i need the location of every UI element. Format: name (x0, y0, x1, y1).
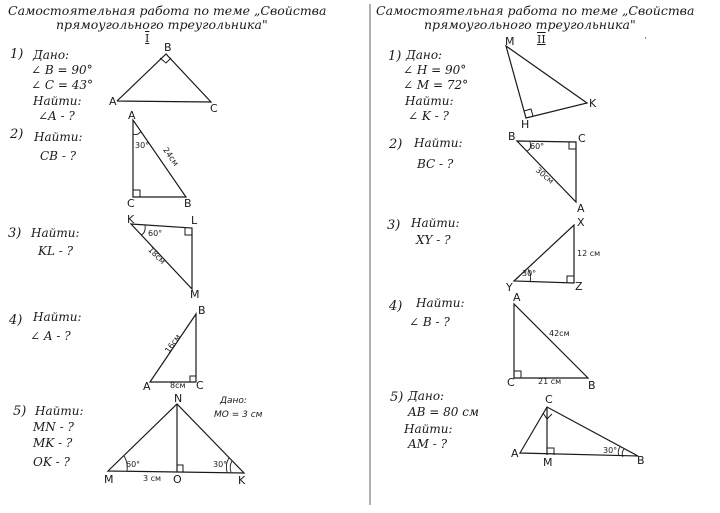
left-p5-base: 3 см (143, 474, 162, 483)
left-title-line1: Самостоятельная работа по теме „Свойства (8, 3, 327, 18)
left-p3-question: KL - ? (38, 244, 74, 258)
left-p5-angle-m: 60° (126, 460, 141, 469)
left-p3-vertex-k: K (127, 213, 135, 226)
left-p5-given: Дано: (220, 396, 247, 406)
left-p1-given: Дано: (33, 48, 70, 62)
left-p5-vertex-k: K (238, 474, 246, 487)
left-p1-find: Найти: (33, 94, 82, 108)
left-p4-side: 16см (163, 332, 183, 355)
right-p1-number: 1) (388, 49, 402, 64)
right-p1-cond2: ∠ M = 72° (403, 78, 469, 92)
left-p3-vertex-l: L (191, 214, 198, 227)
right-p3-angle: 30° (522, 269, 537, 278)
stray-mark: · (644, 34, 647, 44)
right-p1-question: ∠ K - ? (408, 109, 449, 123)
right-p5-vertex-a: A (511, 447, 519, 460)
right-p4-base: 21 см (538, 377, 562, 386)
left-p4-vertex-c: C (196, 379, 204, 392)
left-p5-vertex-m: M (104, 473, 114, 486)
right-p4-find: Найти: (416, 296, 465, 310)
right-p4-vertex-b: B (588, 379, 596, 392)
right-p2-number: 2) (389, 137, 403, 152)
right-p4-question: ∠ B - ? (409, 315, 450, 329)
left-p2-angle: 30° (135, 141, 150, 150)
right-p2-side: 30см (533, 165, 556, 186)
right-p3-vertex-x: X (577, 216, 585, 229)
left-p3-side: 18см (146, 245, 168, 267)
left-p1-question: ∠A - ? (38, 109, 75, 123)
right-p4-triangle (514, 304, 588, 378)
right-p1-cond1: ∠ H = 90° (403, 63, 467, 77)
right-p4-vertex-a: A (513, 291, 521, 304)
right-p5-vertex-m: M (543, 456, 553, 469)
left-p2-find: Найти: (34, 130, 83, 144)
right-p3-question: XY - ? (416, 233, 451, 247)
right-p5-find: Найти: (404, 422, 453, 436)
right-p1-given: Дано: (406, 48, 443, 62)
right-p5-triangle (520, 407, 638, 457)
right-p3-vertex-y: Y (506, 281, 513, 294)
left-p4-vertex-b: B (198, 304, 206, 317)
left-p3-find: Найти: (31, 226, 80, 240)
left-p5-question2: MK - ? (33, 436, 73, 450)
right-p1-vertex-k: K (589, 97, 597, 110)
right-p3-find: Найти: (411, 216, 460, 230)
left-p5-number: 5) (13, 404, 27, 419)
right-p3-vertex-z: Z (575, 280, 583, 293)
left-p5-question3: OK - ? (33, 455, 70, 469)
left-p5-angle-k: 30° (213, 460, 228, 469)
right-p1-triangle (506, 46, 587, 118)
right-p5-question: AM - ? (408, 437, 448, 451)
right-p2-angle: 60° (530, 142, 545, 151)
right-p4-vertex-c: C (507, 376, 515, 389)
right-p1-find: Найти: (405, 94, 454, 108)
right-variant: II (537, 33, 546, 46)
left-p1-number: 1) (10, 47, 24, 62)
right-p3-number: 3) (387, 218, 401, 233)
left-p3-angle: 60° (148, 229, 163, 238)
right-p5-number: 5) (390, 390, 404, 405)
left-variant: I (145, 32, 150, 45)
right-p4-number: 4) (389, 299, 403, 314)
right-p2-vertex-a: A (577, 202, 585, 215)
left-p5-question1: MN - ? (33, 420, 74, 434)
left-p2-side: 24см (161, 145, 181, 168)
left-p1-vertex-a: A (109, 95, 117, 108)
right-p5-vertex-c: C (545, 393, 553, 406)
right-p5-given: Дано: (408, 389, 445, 403)
left-p1-vertex-c: C (210, 102, 218, 115)
left-p3-vertex-m: M (190, 288, 200, 301)
left-p4-number: 4) (9, 313, 23, 328)
left-p1-cond2: ∠ C = 43° (31, 78, 94, 92)
left-p2-vertex-a: A (128, 109, 136, 122)
left-p4-find: Найти: (33, 310, 82, 324)
right-title-line2: прямоугольного треугольника" (424, 17, 636, 32)
right-p5-angle: 30° (603, 446, 618, 455)
right-p2-vertex-c: C (578, 132, 586, 145)
left-p1-vertex-b: B (164, 41, 172, 54)
right-p3-side: 12 см (577, 249, 601, 258)
right-p5-cond: AB = 80 см (408, 405, 479, 419)
left-title-line2: прямоугольного треугольника" (56, 17, 268, 32)
left-p2-number: 2) (10, 127, 24, 142)
right-p2-find: Найти: (414, 136, 463, 150)
left-p5-find: Найти: (35, 404, 84, 418)
right-title-line1: Самостоятельная работа по теме „Свойства (376, 3, 695, 18)
right-p5-vertex-b: B (637, 454, 645, 467)
left-p1-triangle (117, 54, 211, 102)
left-p1-cond1: ∠ B = 90° (31, 63, 93, 77)
left-p5-vertex-o: O (173, 473, 182, 486)
left-p2-vertex-c: C (127, 197, 135, 210)
right-p1-vertex-h: H (521, 118, 530, 131)
left-p5-cond: MO = 3 см (214, 410, 263, 420)
left-p4-vertex-a: A (143, 380, 151, 393)
left-p4-question: ∠ A - ? (30, 329, 71, 343)
left-p5-vertex-n: N (174, 392, 183, 405)
right-p1-vertex-m: M (505, 35, 515, 48)
left-p4-base: 8см (170, 381, 186, 390)
left-p2-vertex-b: B (184, 197, 192, 210)
right-p4-side: 42см (549, 329, 570, 338)
right-p2-vertex-b: B (508, 130, 516, 143)
left-p2-question: CB - ? (40, 149, 77, 163)
right-p2-question: BC - ? (417, 157, 454, 171)
left-p3-number: 3) (8, 226, 22, 241)
